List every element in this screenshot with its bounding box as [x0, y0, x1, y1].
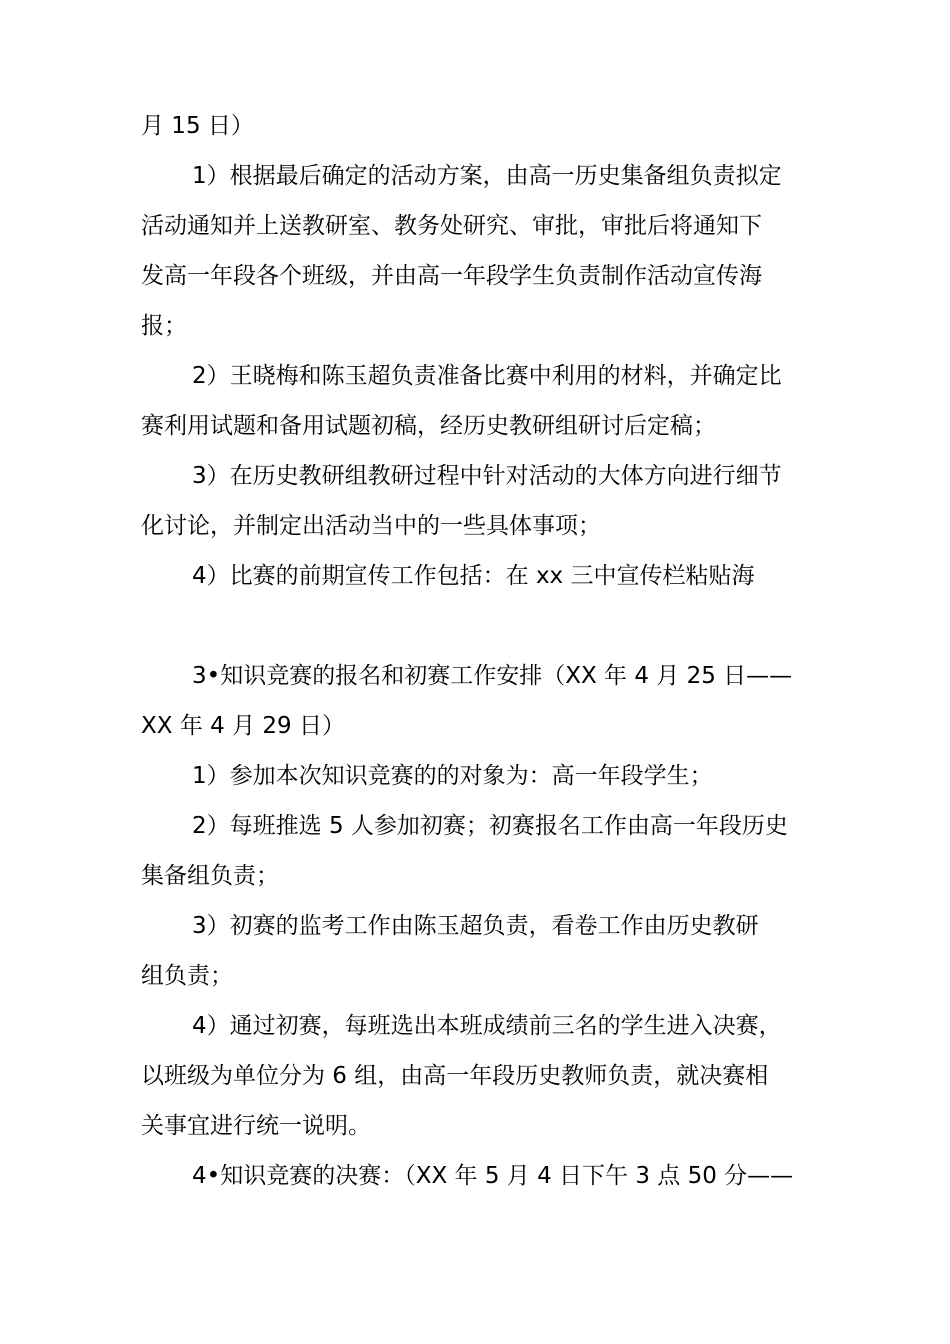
text-line: 发高一年段各个班级，并由高一年段学生负责制作活动宣传海 [141, 263, 762, 289]
text-line: 组负责； [141, 963, 233, 989]
text-line: 4）通过初赛，每班选出本班成绩前三名的学生进入决赛， [192, 1013, 782, 1039]
text-line: 活动通知并上送教研室、教务处研究、审批，审批后将通知下 [141, 213, 762, 239]
text-line: 月 15 日） [141, 113, 254, 139]
text-line: 2）每班推选 5 人参加初赛；初赛报名工作由高一年段历史 [192, 813, 788, 839]
text-line: 1）根据最后确定的活动方案，由高一历史集备组负责拟定 [192, 163, 782, 189]
section-heading: 3•知识竞赛的报名和初赛工作安排（XX 年 4 月 25 日—— [192, 663, 793, 689]
section-heading: 4•知识竞赛的决赛：（XX 年 5 月 4 日下午 3 点 50 分—— [192, 1163, 794, 1189]
text-line: 集备组负责； [141, 863, 279, 889]
text-line: 3）初赛的监考工作由陈玉超负责，看卷工作由历史教研 [192, 913, 759, 939]
text-line: 3）在历史教研组教研过程中针对活动的大体方向进行细节 [192, 463, 782, 489]
text-line: 1）参加本次知识竞赛的的对象为：高一年段学生； [192, 763, 713, 789]
text-line: 4）比赛的前期宣传工作包括：在 xx 三中宣传栏粘贴海 [192, 563, 755, 589]
text-line: 关事宜进行统一说明。 [141, 1113, 371, 1139]
text-line: 化讨论，并制定出活动当中的一些具体事项； [141, 513, 601, 539]
text-line: 报； [141, 313, 187, 339]
text-line: 2）王晓梅和陈玉超负责准备比赛中利用的材料，并确定比 [192, 363, 782, 389]
text-line: XX 年 4 月 29 日） [141, 713, 345, 739]
text-line: 以班级为单位分为 6 组，由高一年段历史教师负责，就决赛相 [141, 1063, 769, 1089]
text-line: 赛利用试题和备用试题初稿，经历史教研组研讨后定稿； [141, 413, 716, 439]
